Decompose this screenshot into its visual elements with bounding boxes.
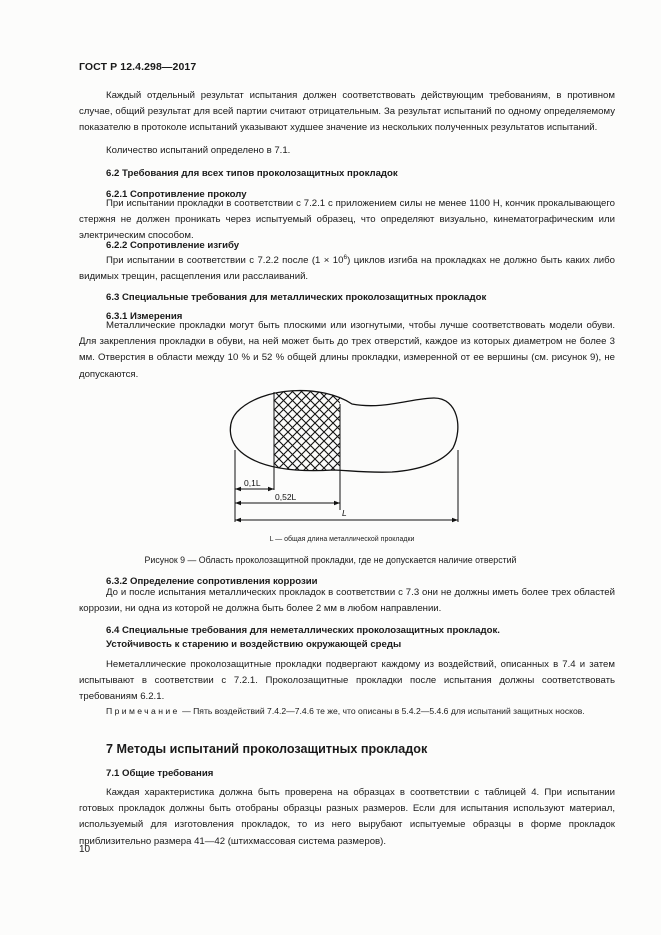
note-6-4 xyxy=(79,704,615,719)
paragraph-6-2-2: При испытании в соответствии с 7.2.2 после $(1 \times 10^6)$ циклов изгиба на прокладках не должно быть каких либо видимых трещин, расщепления или расслаиваний. xyxy=(79,253,615,283)
figure-9-insole-diagram xyxy=(0,376,661,556)
label-0-52L: 0,52L xyxy=(275,492,297,502)
figure-9-caption: Рисунок 9 — Область проколозащитной прокладки, где не допускается наличие отверстий xyxy=(144,555,517,565)
heading-6-2: 6.2 Требования для всех типов проколозащитных прокладок xyxy=(106,168,398,179)
paragraph-7-1: Каждая характеристика должна быть проверена на образцах в соответствии с таблицей 4. При испытании готовых прокладок должны быть отобраны образцы разных размеров. Если для испытания используют материал, используемый для изготовления прокладок, то из него вырубают испытуемые образцы в форме прокладок приблизительно размера 41—42 (штихмассовая система размеров). xyxy=(79,787,615,847)
paragraph-6-4: Неметаллические проколозащитные прокладки подвергают каждому из воздействий, описанных в 7.4 и затем испытывают в соответствии с 7.2.1. Проколозащитные прокладки после испытания должны соответствовать требованиям 6.2.1. xyxy=(79,659,615,703)
heading-6-2-2: 6.2.2 Сопротивление изгибу xyxy=(106,240,240,251)
heading-6-4-line1: 6.4 Специальные требования для неметаллических проколозащитных прокладок. xyxy=(106,625,500,636)
note-label: Примечание xyxy=(106,706,180,716)
hatched-no-hole-zone xyxy=(274,384,340,476)
heading-6-3-1: 6.3.1 Измерения xyxy=(106,311,183,322)
heading-7: 7 Методы испытаний проколозащитных прокладок xyxy=(106,742,428,756)
heading-6-3-2: 6.3.2 Определение сопротивления коррозии xyxy=(106,576,318,587)
note-text: — Пять воздействий 7.4.2—7.4.6 те же, что описаны в 5.4.2—5.4.6 для испытаний защитных носков. xyxy=(179,706,585,716)
figure-legend: L — общая длина металлической прокладки xyxy=(269,536,415,543)
document-header: ГОСТ Р 12.4.298—2017 xyxy=(79,61,197,73)
paragraph-results: Каждый отдельный результат испытания должен соответствовать действующим требованиям, в противном случае, общий результат для всей партии считают отрицательным. За результат испытаний по одному определяемому показателю в протоколе испытаний указывают худшее значение из нескольких полученных результатов испытаний. xyxy=(79,90,615,134)
heading-6-3: 6.3 Специальные требования для металлических проколозащитных прокладок xyxy=(106,292,487,303)
heading-7-1: 7.1 Общие требования xyxy=(106,768,214,779)
paragraph-6-3-1: Металлические прокладки могут быть плоскими или изогнутыми, чтобы лучше соответствовать модели обуви. Для закрепления прокладки в обуви, на ней может быть до трех отверстий, каждое из которых диаметром не более 3 мм. Отверстия в области между 10 % и 52 % общей длины прокладки, измеренной от ее вершины (см. рисунок 9), не допускаются. xyxy=(79,320,615,380)
paragraph-test-count: Количество испытаний определено в 7.1. xyxy=(106,145,291,156)
heading-6-4-line2: Устойчивость к старению и воздействию окружающей среды xyxy=(106,639,402,650)
insole-outline xyxy=(230,391,458,473)
label-0-1L: 0,1L xyxy=(244,478,261,488)
heading-6-2-1: 6.2.1 Сопротивление проколу xyxy=(106,189,247,200)
page-number: 10 xyxy=(79,844,91,855)
paragraph-6-3-2: До и после испытания металлических прокладок в соответствии с 7.3 они не должны иметь более трех областей коррозии, ни одна из которой не должна быть более 2 мм в любом направлении. xyxy=(79,587,615,615)
paragraph-6-2-1: При испытании прокладки в соответствии с 7.2.1 с приложением силы не менее 1100 Н, кончик прокалывающего стержня не должен проникать через испытуемый образец, что определяют визуально, кинематографическим или электрическим способом. xyxy=(79,198,615,242)
label-L: L xyxy=(342,508,347,518)
